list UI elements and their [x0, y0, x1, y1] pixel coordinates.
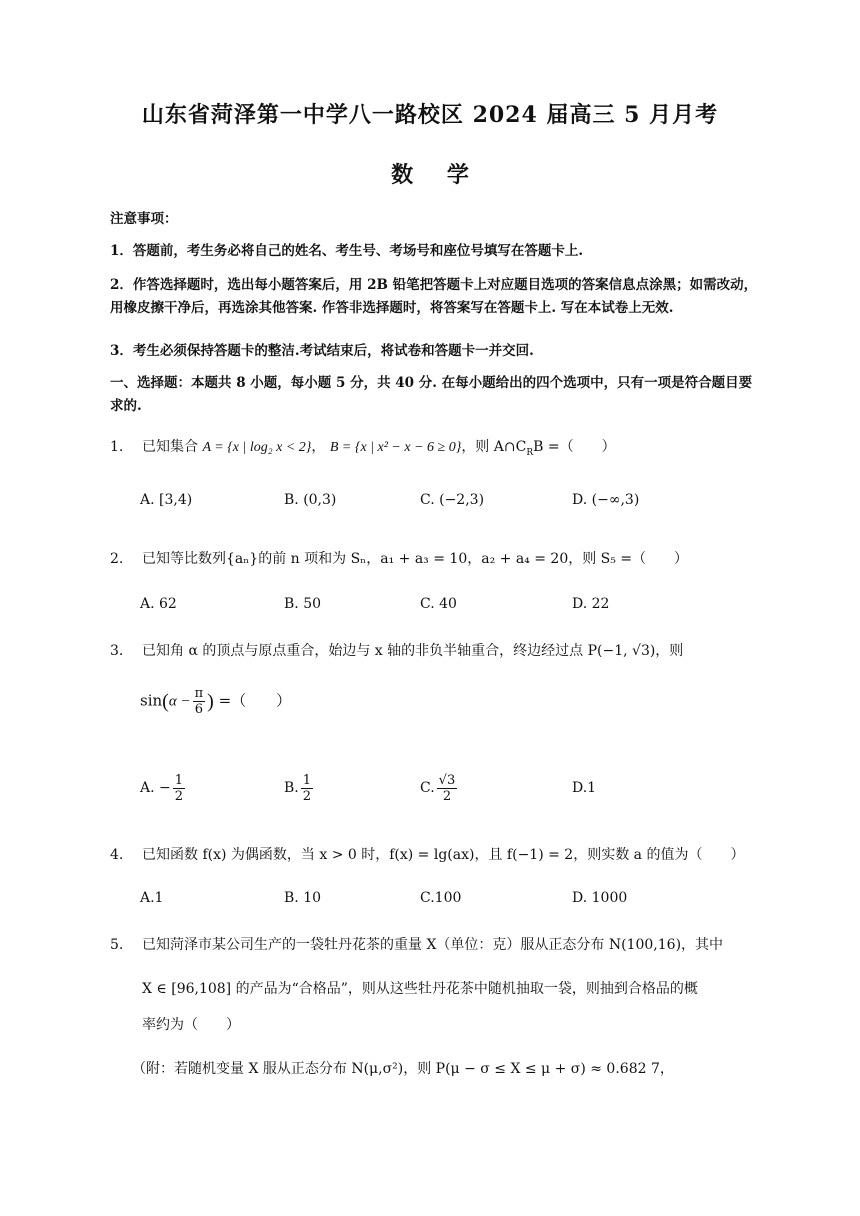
frac-denominator: 6 [194, 702, 203, 717]
pi-over-6 [193, 686, 206, 717]
option-a[interactable]: A. 62 [140, 596, 177, 612]
option-a[interactable]: A.1 [140, 890, 164, 906]
option-d[interactable]: D. 1000 [572, 890, 628, 906]
option-fraction [437, 773, 458, 804]
option-b[interactable]: B. (0,3) [284, 492, 337, 508]
question-4-options [140, 890, 760, 914]
option-a[interactable]: A. [3,4) [140, 492, 193, 508]
frac-numerator: 1 [302, 772, 312, 788]
question-stem [142, 436, 760, 464]
question-number: 1. [110, 439, 124, 455]
question-2-options [140, 596, 760, 620]
option-c[interactable]: C. 40 [420, 596, 457, 612]
set-a-expr: A = {x | log₂ x < 2} [202, 440, 312, 455]
question-number: 2. [110, 551, 124, 567]
frac-numerator: π [194, 686, 204, 701]
frac-denominator: 2 [174, 788, 184, 804]
paren-open: ( [162, 690, 169, 713]
frac-denominator: 2 [302, 788, 312, 804]
option-c[interactable] [420, 768, 459, 808]
paren-close: ) [207, 690, 214, 713]
frac-numerator: 1 [174, 772, 184, 788]
question-1-options [140, 492, 760, 516]
question-5 [110, 934, 760, 958]
question-number: 4. [110, 847, 124, 863]
notice-heading: 注意事项： [110, 211, 178, 227]
question-number: 5. [110, 937, 124, 953]
frac-numerator: √3 [438, 772, 456, 788]
question-3 [110, 640, 760, 664]
question-5-line-2: X ∈ [96,108] 的产品为“合格品”，则从这些牡丹花茶中随机抽取一袋，则抽到合格品的概 [142, 981, 698, 997]
question-number: 3. [110, 643, 124, 659]
section-heading: 一、选择题：本题共 8 小题，每小题 5 分，共 40 分. 在每小题给出的四个选项中，只有一项是符合题目要求的. [110, 375, 753, 414]
option-label: A. − [140, 780, 171, 796]
option-c[interactable]: C. (−2,3) [420, 492, 485, 508]
option-a[interactable] [140, 768, 187, 808]
subject-title: 数 学 [391, 162, 469, 188]
expr-tail: =（ ） [218, 691, 292, 710]
question-3-options [140, 768, 760, 808]
option-d[interactable]: D.1 [572, 780, 597, 796]
alpha-term: α − [168, 693, 191, 710]
notice-item-2: 2．作答选择题时，选出每小题答案后，用 2B 铅笔把答题卡上对应题目选项的答案信息点涂黑；如需改动，用橡皮擦干净后，再选涂其他答案. 作答非选择题时，将答案写在答题卡上. 写在本试卷上无效. [110, 277, 758, 316]
stem-separator: ， [311, 439, 326, 455]
option-b[interactable]: B. 50 [284, 596, 322, 612]
question-4 [110, 844, 760, 868]
sin-label: sin [140, 691, 163, 710]
option-c[interactable]: C.100 [420, 890, 462, 906]
option-b[interactable] [284, 768, 315, 808]
option-d[interactable]: D. 22 [572, 596, 610, 612]
question-stem: 已知角 α 的顶点与原点重合，始边与 x 轴的非负半轴重合，终边经过点 P(−1, √3)，则 [142, 643, 684, 659]
stem-text: ，则 A∩C [461, 439, 527, 455]
stem-text: 已知集合 [142, 439, 198, 455]
question-stem-line-1: 已知菏泽市某公司生产的一袋牡丹花茶的重量 X（单位：克）服从正态分布 N(100,16)，其中 [142, 937, 724, 953]
set-b-expr: B = {x | x² − x − 6 ≥ 0} [329, 440, 462, 455]
exam-title: 山东省菏泽第一中学八一路校区 2024 届高三 5 月月考 [141, 102, 719, 128]
notice-item-3: 3．考生必须保持答题卡的整洁.考试结束后，将试卷和答题卡一并交回. [110, 343, 534, 359]
subscript-r: R [526, 447, 534, 458]
option-b[interactable]: B. 10 [284, 890, 322, 906]
notice-item-1: 1．答题前，考生务必将自己的姓名、考生号、考场号和座位号填写在答题卡上. [110, 243, 584, 259]
question-5-note: （附：若随机变量 X 服从正态分布 N(μ,σ²)，则 P(μ − σ ≤ X ≤ μ + σ) ≈ 0.682 7， [132, 1061, 674, 1077]
stem-text: B =（ ） [533, 439, 616, 455]
question-5-line-3: 率约为（ ） [142, 1017, 240, 1033]
question-2 [110, 548, 760, 572]
option-d[interactable]: D. (−∞,3) [572, 492, 640, 508]
question-stem: 已知等比数列{aₙ}的前 n 项和为 Sₙ，a₁ + a₃ = 10，a₂ + a₄ = 20，则 S₅ =（ ） [142, 551, 689, 567]
option-label: C. [420, 780, 435, 796]
option-label: B. [284, 780, 299, 796]
option-fraction [301, 773, 313, 804]
option-fraction [173, 773, 185, 804]
question-1 [110, 436, 760, 460]
frac-denominator: 2 [442, 788, 452, 804]
question-3-expression [140, 686, 540, 730]
question-stem: 已知函数 f(x) 为偶函数，当 x > 0 时，f(x) = lg(ax)，且 f(−1) = 2，则实数 a 的值为（ ） [142, 847, 745, 863]
